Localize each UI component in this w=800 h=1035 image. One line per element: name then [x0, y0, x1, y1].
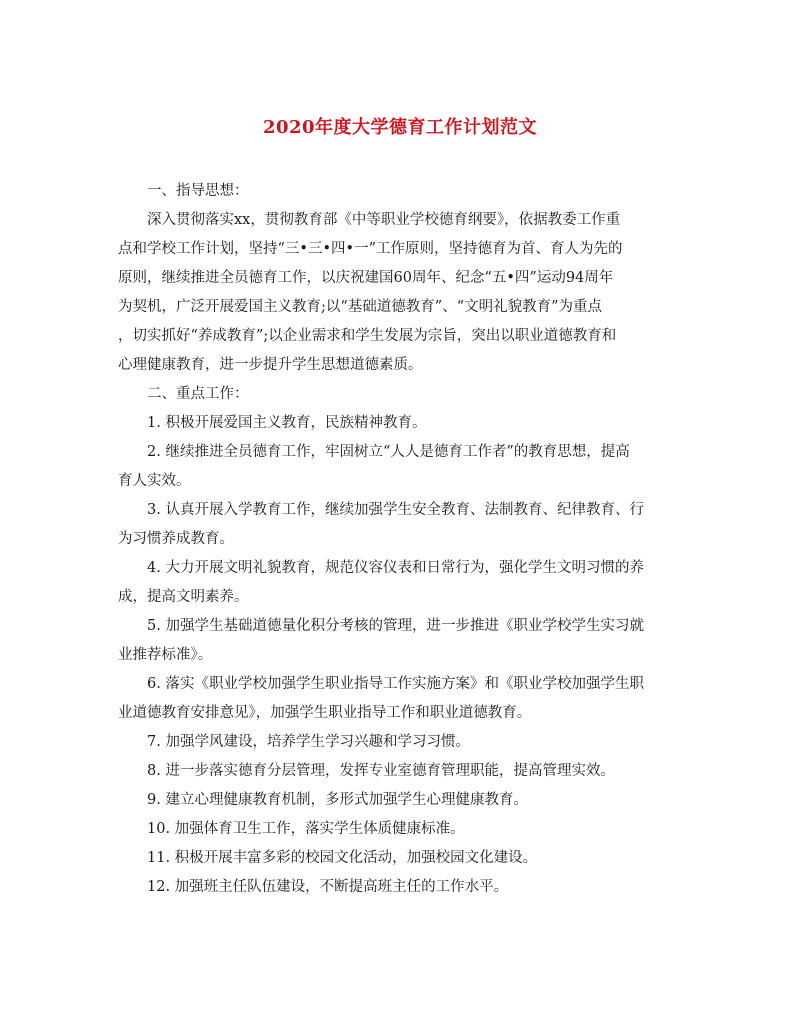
paragraph-line: 原则，继续推进全员德育工作，以庆祝建国60周年、纪念“五•四”运动94周年	[118, 270, 614, 286]
list-item: 7. 加强学风建设，培养学生学习兴趣和学习习惯。	[147, 734, 470, 750]
document-title: 2020年度大学德育工作计划范文	[262, 117, 538, 138]
section-heading-guiding-thought: 一、指导思想：	[147, 183, 249, 199]
paragraph-line: ，切实抓好“养成教育”;以企业需求和学生发展为宗旨，突出以职业道德教育和	[118, 328, 617, 344]
guiding-thought-paragraph	[118, 206, 680, 380]
list-item: 12. 加强班主任队伍建设，不断提高班主任的工作水平。	[147, 879, 509, 895]
list-item: 11. 积极开展丰富多彩的校园文化活动，加强校园文化建设。	[147, 850, 538, 866]
list-item: 4. 大力开展文明礼貌教育，规范仪容仪表和日常行为，强化学生文明习惯的养	[147, 560, 644, 576]
list-item: 2. 继续推进全员德育工作，牢固树立“人人是德育工作者”的教育思想，提高	[147, 444, 630, 460]
list-item: 9. 建立心理健康教育机制，多形式加强学生心理健康教育。	[147, 792, 528, 808]
list-item: 1. 积极开展爱国主义教育，民族精神教育。	[147, 415, 427, 431]
list-item-continuation: 成，提高文明素养。	[118, 589, 249, 605]
list-item: 3. 认真开展入学教育工作，继续加强学生安全教育、法制教育、纪律教育、行	[147, 502, 644, 518]
list-item-continuation: 业推荐标准》。	[118, 647, 213, 663]
section-heading-key-work: 二、重点工作：	[147, 386, 249, 402]
list-item: 5. 加强学生基础道德量化积分考核的管理，进一步推进《职业学校学生实习就	[147, 618, 644, 634]
paragraph-line: 点和学校工作计划，坚持“三•三•四•一”工作原则，坚持德育为首、育人为先的	[118, 241, 623, 257]
list-item: 6. 落实《职业学校加强学生职业指导工作实施方案》和《职业学校加强学生职	[147, 676, 644, 692]
document-body	[118, 177, 680, 902]
list-item-continuation: 业道德教育安排意见》，加强学生职业指导工作和职业道德教育。	[118, 705, 532, 721]
paragraph-line: 深入贯彻落实xx，贯彻教育部《中等职业学校德育纲要》，依据教委工作重	[147, 212, 621, 228]
key-work-list	[118, 409, 680, 902]
list-item-continuation: 为习惯养成教育。	[118, 531, 234, 547]
list-item: 8. 进一步落实德育分层管理，发挥专业室德育管理职能，提高管理实效。	[147, 763, 615, 779]
list-item-continuation: 育人实效。	[118, 473, 191, 489]
paragraph-line: 心理健康教育，进一步提升学生思想道德素质。	[118, 357, 423, 373]
paragraph-line: 为契机，广泛开展爱国主义教育;以“基础道德教育”、“文明礼貌教育”为重点	[118, 299, 603, 315]
list-item: 10. 加强体育卫生工作，落实学生体质健康标准。	[147, 821, 465, 837]
